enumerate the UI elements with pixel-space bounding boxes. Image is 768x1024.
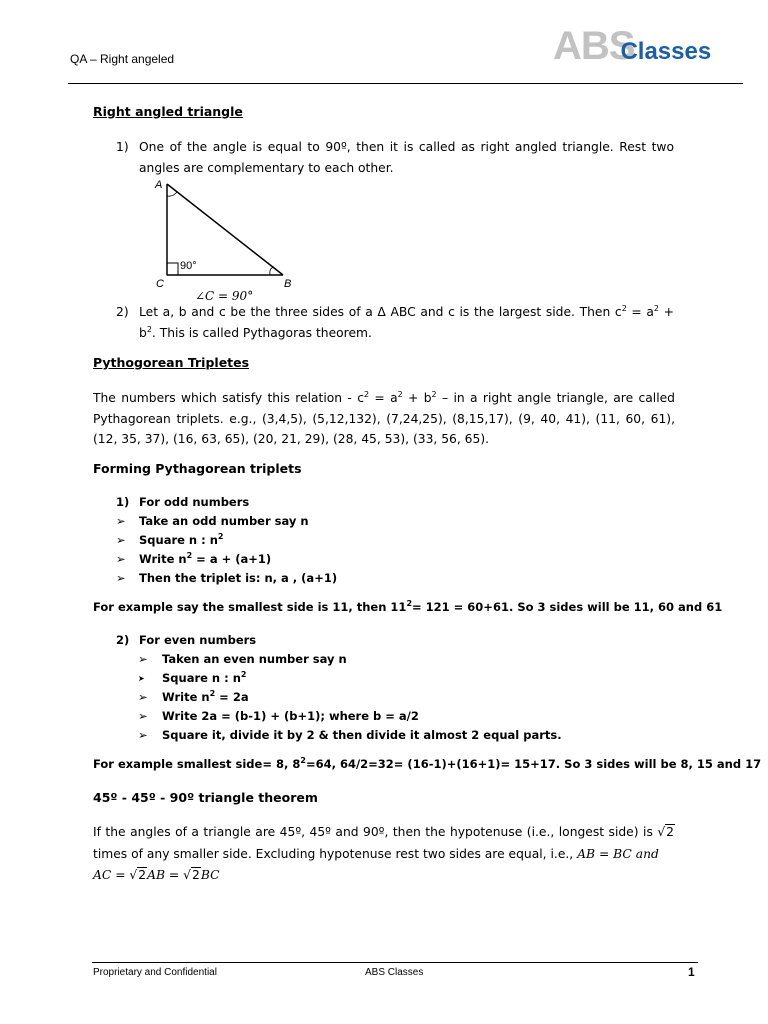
bullet-arrow-icon: ➢ — [138, 690, 148, 704]
heading-45-45-90-theorem: 45º - 45º - 90º triangle theorem — [93, 790, 318, 805]
right-triangle-figure — [150, 176, 295, 306]
angle-arc-a — [167, 192, 177, 196]
bullet-arrow-icon: ➢ — [116, 514, 126, 528]
bullet-arrow-icon: ➢ — [116, 533, 126, 547]
item-1-text: One of the angle is equal to 90º, then it is called as right angled triangle. Rest two angles are complementary to each other. — [139, 140, 674, 175]
theorem-paragraph: If the angles of a triangle are 45º, 45º and 90º, then the hypotenuse (i.e., longest side) is √2 times of any smaller side. Excluding hypotenuse rest two sides are equal, i.e., AB = BC and — [93, 822, 675, 865]
item-number-2: 2) — [116, 305, 129, 319]
heading-forming-triplets: Forming Pythagorean triplets — [93, 461, 302, 476]
bullet-arrow-icon: ➢ — [138, 652, 148, 666]
heading-right-angled-triangle: Right angled triangle — [93, 104, 243, 119]
footer-company: ABS Classes — [365, 967, 424, 978]
header-rule — [68, 83, 743, 84]
logo-classes-text: Classes — [620, 38, 712, 65]
even-list-title: For even numbers — [139, 633, 257, 647]
vertex-c-label: C — [156, 278, 164, 290]
odd-list-title: For odd numbers — [139, 495, 250, 509]
logo-abs-text: ABS — [553, 24, 635, 68]
footer-rule — [92, 962, 698, 963]
footer-confidential: Proprietary and Confidential — [93, 967, 217, 978]
bullet-arrow-icon: ➢ — [116, 571, 126, 585]
vertex-b-label: B — [284, 278, 292, 290]
page-number: 1 — [688, 965, 695, 979]
item-2-text: Let a, b and c be the three sides of a Δ ABC and c is the largest side. Then $c^2 = a^2 + b^2$. This is called Pythagoras theorem. — [139, 303, 674, 340]
header-title: QA – Right angeled — [70, 52, 175, 66]
bullet-arrow-icon: ➢ — [138, 728, 148, 742]
figure-caption: ∠C = 90° — [195, 289, 254, 303]
angle-90-label: 90° — [180, 260, 197, 272]
abs-classes-logo — [553, 24, 725, 69]
heading-pythagorean-triplets: Pythogorean Tripletes — [93, 355, 250, 370]
bullet-arrow-icon: ➢ — [116, 552, 126, 566]
right-angle-marker — [167, 263, 178, 275]
example-even: For example smallest side= 8, $8^2=64$, 64/2=32= (16-1)+(16+1)= 15+17. So 3 sides will be 8, 15 and 17 — [93, 756, 762, 771]
item-number-1: 1) — [116, 140, 129, 154]
example-odd: For example say the smallest side is 11, then $11^2= 121 = 60+61$. So 3 sides will be 11, 60 and 61 — [93, 599, 723, 614]
theorem-equation: AC = √2AB = √2BC — [93, 868, 220, 882]
vertex-a-label: A — [155, 179, 163, 191]
triplets-paragraph: The numbers which satisfy this relation - $c^2 = a^2 + b^2$ – in a right angle triangle, are called Pythagorean triplets. e.g., (3,4,5), (5,12,132), (7,24,25), (8,15,17), (9, 40, 41), (11, 60, 61), (12, 35, 37), (16, 63, 65), (20, 21, 29), (28, 45, 53), (33, 56, 65). — [93, 389, 675, 446]
bullet-arrow-icon: ➢ — [138, 709, 148, 723]
sqrt-two: √2 — [657, 825, 674, 839]
bullet-arrow-small-icon: ➤ — [138, 674, 145, 683]
